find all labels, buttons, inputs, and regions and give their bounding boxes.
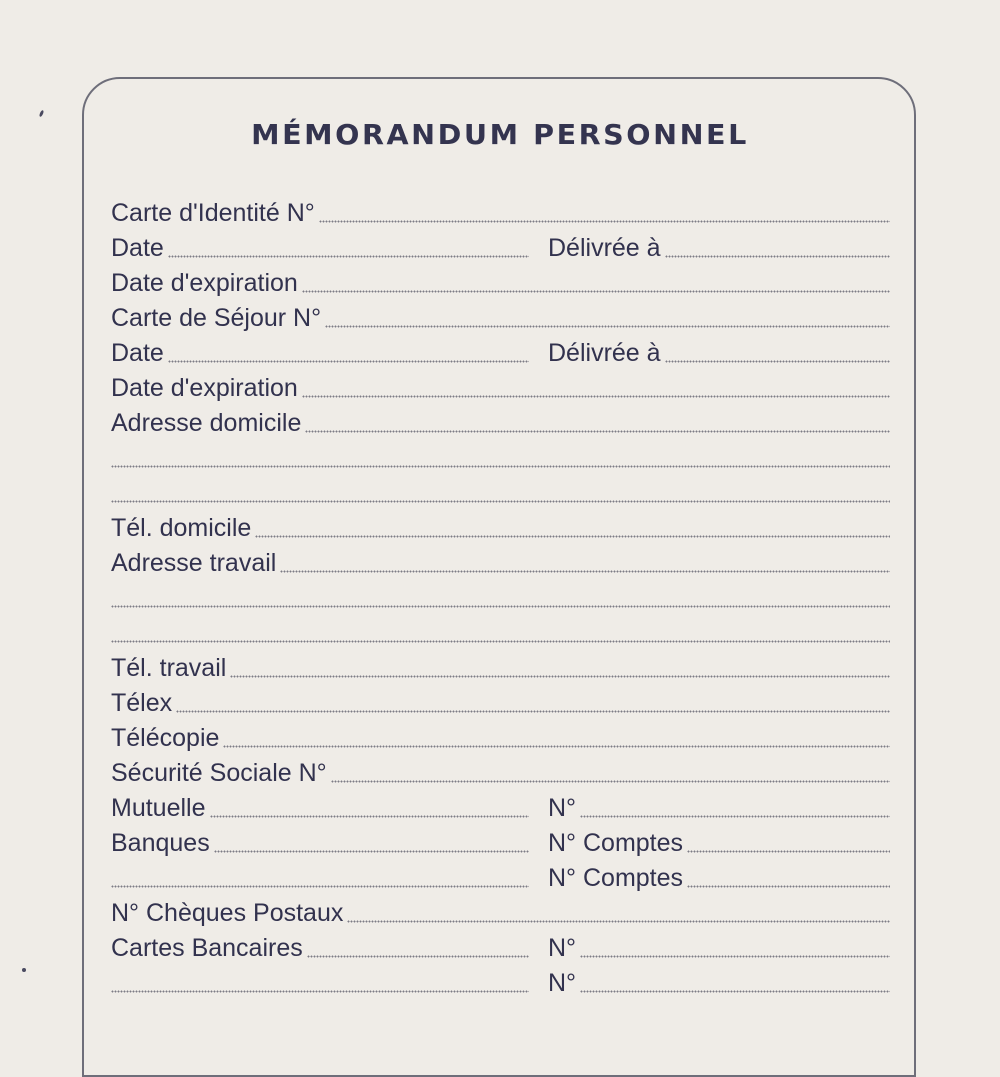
form-row bbox=[111, 720, 890, 755]
form-row bbox=[111, 580, 890, 615]
form-row bbox=[111, 510, 890, 545]
field-label: Tél. domicile bbox=[111, 514, 252, 542]
field-label: Sécurité Sociale N° bbox=[111, 759, 327, 787]
field-label: Adresse domicile bbox=[111, 409, 302, 437]
form-field-left[interactable] bbox=[111, 510, 890, 545]
form-field-left[interactable] bbox=[111, 440, 890, 475]
form-row bbox=[111, 860, 890, 895]
field-label: N° bbox=[548, 969, 577, 997]
dotted-entry-line[interactable] bbox=[255, 533, 890, 539]
form-row bbox=[111, 440, 890, 475]
form-field-left[interactable] bbox=[111, 685, 890, 720]
field-label: Date d'expiration bbox=[111, 269, 298, 297]
form-row bbox=[111, 685, 890, 720]
field-label: Adresse travail bbox=[111, 549, 277, 577]
field-label: Date bbox=[111, 234, 164, 262]
dotted-entry-line[interactable] bbox=[214, 848, 529, 854]
form-field-left[interactable] bbox=[111, 300, 890, 335]
field-label: N° Comptes bbox=[548, 829, 684, 857]
field-label: N° bbox=[548, 934, 577, 962]
form-field-left[interactable] bbox=[111, 230, 531, 265]
form-row bbox=[111, 615, 890, 650]
form-row bbox=[111, 895, 890, 930]
dotted-entry-line[interactable] bbox=[302, 288, 890, 294]
form-row bbox=[111, 755, 890, 790]
form-row bbox=[111, 825, 890, 860]
form-field-left[interactable] bbox=[111, 545, 890, 580]
field-label: N° bbox=[548, 794, 577, 822]
dotted-entry-line[interactable] bbox=[168, 253, 529, 259]
form-field-left[interactable] bbox=[111, 615, 890, 650]
form-field-left[interactable] bbox=[111, 965, 531, 1000]
form-row bbox=[111, 370, 890, 405]
form-field-right[interactable] bbox=[531, 335, 890, 370]
form-row bbox=[111, 545, 890, 580]
paper-speck bbox=[39, 110, 45, 118]
field-label: Mutuelle bbox=[111, 794, 206, 822]
dotted-entry-line[interactable] bbox=[111, 988, 529, 994]
dotted-entry-line[interactable] bbox=[331, 778, 890, 784]
field-label: Banques bbox=[111, 829, 210, 857]
dotted-entry-line[interactable] bbox=[347, 918, 890, 924]
form-field-left[interactable] bbox=[111, 405, 890, 440]
form-field-right[interactable] bbox=[531, 825, 890, 860]
form-row bbox=[111, 300, 890, 335]
form-row bbox=[111, 965, 890, 1000]
form-field-left[interactable] bbox=[111, 895, 890, 930]
dotted-entry-line[interactable] bbox=[665, 253, 890, 259]
form-field-left[interactable] bbox=[111, 860, 531, 895]
form-row bbox=[111, 930, 890, 965]
field-label: Délivrée à bbox=[548, 339, 661, 367]
form-row bbox=[111, 475, 890, 510]
dotted-entry-line[interactable] bbox=[210, 813, 530, 819]
field-label: Carte de Séjour N° bbox=[111, 304, 322, 332]
field-label: Télex bbox=[111, 689, 173, 717]
dotted-entry-line[interactable] bbox=[307, 953, 529, 959]
form-field-left[interactable] bbox=[111, 335, 531, 370]
dotted-entry-line[interactable] bbox=[580, 988, 890, 994]
field-label: Date bbox=[111, 339, 164, 367]
form-field-left[interactable] bbox=[111, 650, 890, 685]
dotted-entry-line[interactable] bbox=[111, 463, 890, 469]
form-field-left[interactable] bbox=[111, 755, 890, 790]
dotted-entry-line[interactable] bbox=[580, 813, 890, 819]
dotted-entry-line[interactable] bbox=[111, 603, 890, 609]
dotted-entry-line[interactable] bbox=[319, 218, 890, 224]
dotted-entry-line[interactable] bbox=[302, 393, 890, 399]
form-field-left[interactable] bbox=[111, 930, 531, 965]
page-title: MÉMORANDUM PERSONNEL bbox=[251, 118, 749, 151]
dotted-entry-line[interactable] bbox=[230, 673, 890, 679]
form-field-right[interactable] bbox=[531, 790, 890, 825]
dotted-entry-line[interactable] bbox=[176, 708, 890, 714]
dotted-entry-line[interactable] bbox=[325, 323, 890, 329]
form-field-right[interactable] bbox=[531, 860, 890, 895]
field-label: Délivrée à bbox=[548, 234, 661, 262]
form-field-left[interactable] bbox=[111, 790, 531, 825]
dotted-entry-line[interactable] bbox=[687, 883, 890, 889]
field-label: Date d'expiration bbox=[111, 374, 298, 402]
field-label: N° Comptes bbox=[548, 864, 684, 892]
form-row bbox=[111, 195, 890, 230]
form-row bbox=[111, 405, 890, 440]
form-field-left[interactable] bbox=[111, 475, 890, 510]
form-field-right[interactable] bbox=[531, 230, 890, 265]
dotted-entry-line[interactable] bbox=[280, 568, 890, 574]
field-label: Carte d'Identité N° bbox=[111, 199, 315, 227]
form-row bbox=[111, 790, 890, 825]
field-label: Télécopie bbox=[111, 724, 220, 752]
form-field-left[interactable] bbox=[111, 580, 890, 615]
dotted-entry-line[interactable] bbox=[665, 358, 890, 364]
form-field-right[interactable] bbox=[531, 965, 890, 1000]
form-field-left[interactable] bbox=[111, 265, 890, 300]
field-label: Tél. travail bbox=[111, 654, 227, 682]
dotted-entry-line[interactable] bbox=[111, 883, 529, 889]
form-row bbox=[111, 650, 890, 685]
dotted-entry-line[interactable] bbox=[305, 428, 890, 434]
form-row bbox=[111, 265, 890, 300]
dotted-entry-line[interactable] bbox=[111, 638, 890, 644]
dotted-entry-line[interactable] bbox=[687, 848, 890, 854]
field-label: Cartes Bancaires bbox=[111, 934, 303, 962]
form-row bbox=[111, 335, 890, 370]
dotted-entry-line[interactable] bbox=[223, 743, 890, 749]
form-row bbox=[111, 230, 890, 265]
form-field-right[interactable] bbox=[531, 930, 890, 965]
form-fields bbox=[111, 195, 890, 1000]
dotted-entry-line[interactable] bbox=[168, 358, 529, 364]
form-field-left[interactable] bbox=[111, 720, 890, 755]
form-field-left[interactable] bbox=[111, 825, 531, 860]
dotted-entry-line[interactable] bbox=[580, 953, 890, 959]
field-label: N° Chèques Postaux bbox=[111, 899, 344, 927]
paper-speck bbox=[22, 968, 26, 972]
dotted-entry-line[interactable] bbox=[111, 498, 890, 504]
form-field-left[interactable] bbox=[111, 195, 890, 230]
form-field-left[interactable] bbox=[111, 370, 890, 405]
